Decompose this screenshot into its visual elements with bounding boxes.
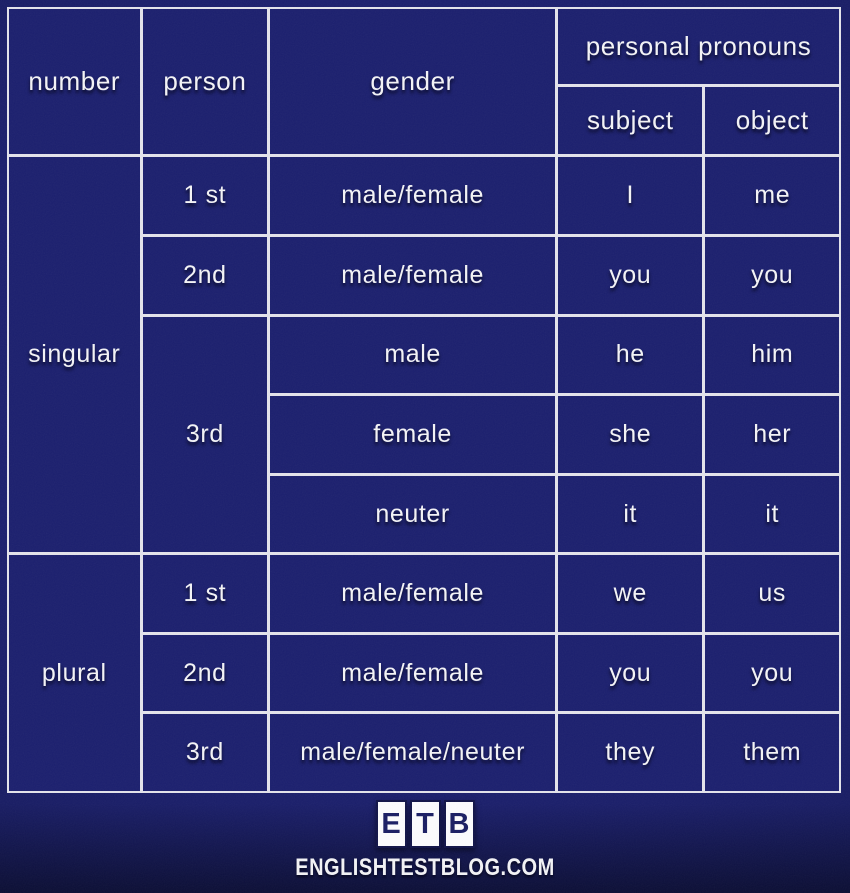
cell-plural-1st-person: 1 st xyxy=(143,555,268,632)
cell-singular-2nd-person: 2nd xyxy=(143,237,268,314)
cell-singular-1st-subject: I xyxy=(558,157,702,234)
cell-plural-3rd-gender: male/female/neuter xyxy=(270,714,555,791)
cell-singular-2nd-object: you xyxy=(705,237,839,314)
cell-singular-2nd-gender: male/female xyxy=(270,237,555,314)
cell-singular-3rd-neuter-object: it xyxy=(705,476,839,553)
etb-logo-tile-e: E xyxy=(376,800,407,848)
personal-pronouns-table xyxy=(7,7,841,793)
cell-singular-3rd-person: 3rd xyxy=(143,317,268,553)
cell-plural-3rd-object: them xyxy=(705,714,839,791)
cell-plural-2nd-subject: you xyxy=(558,635,702,712)
header-cell-object: object xyxy=(705,87,839,155)
etb-logo-tile-b: B xyxy=(444,800,475,848)
header-cell-subject: subject xyxy=(558,87,702,155)
cell-singular-1st-gender: male/female xyxy=(270,157,555,234)
header-cell-personal-pronouns: personal pronouns xyxy=(558,9,839,84)
cell-plural-1st-object: us xyxy=(705,555,839,632)
website-url-text: ENGLISHTESTBLOG.COM xyxy=(295,854,555,881)
header-cell-person: person xyxy=(143,9,268,154)
cell-plural-3rd-subject: they xyxy=(558,714,702,791)
cell-singular-3rd-neuter-gender: neuter xyxy=(270,476,555,553)
cell-plural-2nd-gender: male/female xyxy=(270,635,555,712)
cell-singular-3rd-male-subject: he xyxy=(558,317,702,394)
cell-singular-2nd-subject: you xyxy=(558,237,702,314)
cell-plural-2nd-person: 2nd xyxy=(143,635,268,712)
cell-singular-3rd-neuter-subject: it xyxy=(558,476,702,553)
cell-singular-1st-person: 1 st xyxy=(143,157,268,234)
cell-singular-3rd-male-gender: male xyxy=(270,317,555,394)
cell-plural-1st-gender: male/female xyxy=(270,555,555,632)
cell-plural-2nd-object: you xyxy=(705,635,839,712)
cell-singular-3rd-female-gender: female xyxy=(270,396,555,473)
cell-plural-1st-subject: we xyxy=(558,555,702,632)
cell-number-plural: plural xyxy=(9,555,140,791)
footer-branding xyxy=(0,800,850,880)
cell-plural-3rd-person: 3rd xyxy=(143,714,268,791)
cell-singular-3rd-female-subject: she xyxy=(558,396,702,473)
cell-singular-3rd-female-object: her xyxy=(705,396,839,473)
cell-number-singular: singular xyxy=(9,157,140,552)
cell-singular-1st-object: me xyxy=(705,157,839,234)
etb-logo xyxy=(376,800,475,848)
header-cell-number: number xyxy=(9,9,140,154)
cell-singular-3rd-male-object: him xyxy=(705,317,839,394)
etb-logo-tile-t: T xyxy=(410,800,441,848)
header-cell-gender: gender xyxy=(270,9,555,154)
